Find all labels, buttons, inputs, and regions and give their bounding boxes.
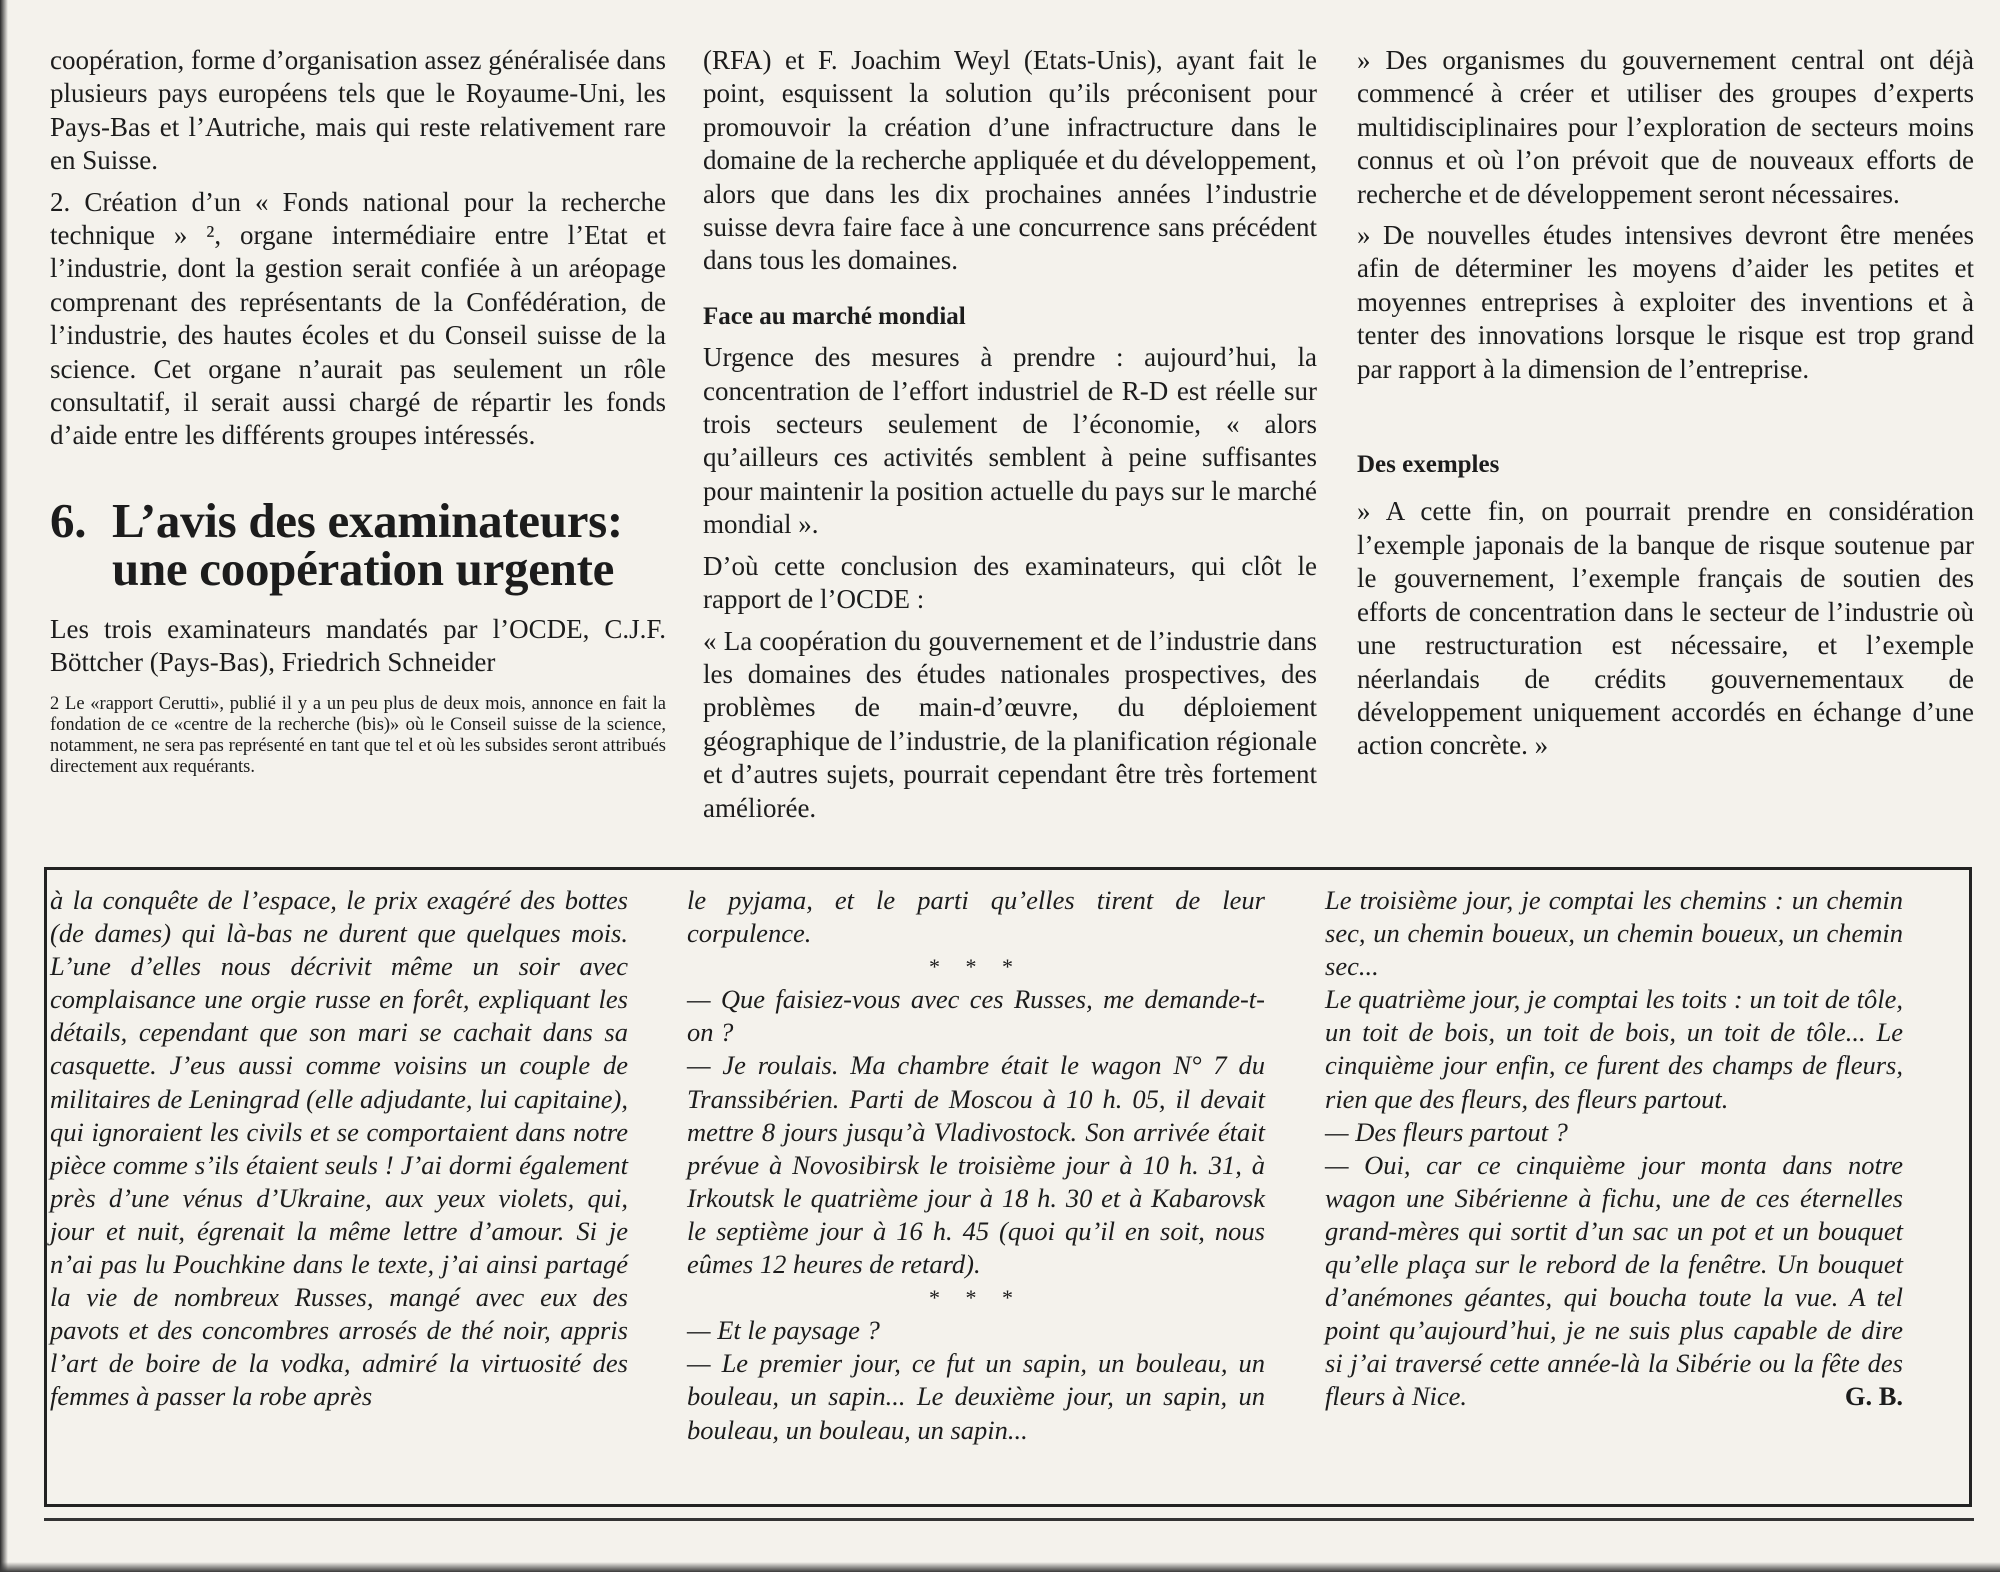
paragraph: Le quatrième jour, je comptai les toits : un toit de tôle, un toit de bois, un toit de bois, un toit de tôle... Le cinquième jour enfin, ce furent des champs de fleurs, rien que des fleurs, des fleurs partout. xyxy=(1325,984,1903,1114)
boxed-column-2 xyxy=(687,884,1265,1447)
paragraph: (RFA) et F. Joachim Weyl (Etats-Unis), ayant fait le point, esquissent la solution qu’ils préconisent pour promouvoir la création d’une infractructure dans le domaine de la recherche appliquée et du développement, alors que dans les dix prochaines années l’industrie suisse devra faire face à une concurrence sans précédent dans tous les domaines. xyxy=(703,45,1317,276)
author-signature: G. B. xyxy=(1844,1381,1903,1412)
paragraph: » Des organismes du gouvernement central ont déjà commencé à créer et utiliser des groupes d’experts multidisciplinaires pour l’exploration de secteurs moins connus et où l’on prévoit que de nouveaux efforts de recherche et de développement seront nécessaires. xyxy=(1357,45,1974,209)
section-title-line-2: une coopération urgente xyxy=(112,540,615,596)
paragraph-text: — Oui, car ce cinquième jour monta dans notre wagon une Sibérienne à fichu, une de ces éternelles grand-mères qui sortit d’un sac un pot et un bouquet qu’elle plaça sur le rebord de la fenêtre. Un bouquet d’anémones géantes, qui boucha toute la vue. A tel point qu’aujourd’hui, je ne suis plus capable de dire si j’ai traversé cette année-là la Sibérie ou la fête des fleurs à Nice. xyxy=(1325,1149,1903,1412)
footnote: 2 Le «rapport Cerutti», publié il y a un peu plus de deux mois, annonce en fait la fondation de ce «centre de la recherche (bis)» où le Conseil suisse de la science, notamment, ne sera pas représenté en tant que tel et où les subsides seront attribués directement aux requérants. xyxy=(50,693,666,777)
paragraph: — Que faisiez-vous avec ces Russes, me demande-t-on ? xyxy=(687,984,1265,1048)
subheading: Des exemples xyxy=(1357,451,1500,479)
paragraph: Les trois examinateurs mandatés par l’OCDE, C.J.F. Böttcher (Pays-Bas), Friedrich Schneider xyxy=(50,613,666,678)
section-heading xyxy=(50,492,666,596)
paragraph xyxy=(1325,1149,1903,1414)
scan-bottom-shadow xyxy=(0,1562,2000,1572)
paragraph: « La coopération du gouvernement et de l’industrie dans les domaines des études nationales prospectives, des problèmes de main-d’œuvre, du déploiement géographique de l’industrie, de la planification régionale et d’autres sujets, pourrait cependant être très fortement améliorée. xyxy=(703,625,1317,823)
subheading: Face au marché mondial xyxy=(703,302,966,330)
article-column-2 xyxy=(703,44,1317,833)
article-column-1 xyxy=(50,44,666,778)
scan-edge-shadow xyxy=(0,0,8,1572)
paragraph: — Des fleurs partout ? xyxy=(1325,1116,1568,1147)
paragraph: — Et le paysage ? xyxy=(687,1315,880,1346)
paragraph: D’où cette conclusion des examinateurs, qui clôt le rapport de l’OCDE : xyxy=(703,550,1317,615)
paragraph: — Le premier jour, ce fut un sapin, un bouleau, un bouleau, un sapin... Le deuxième jour, un sapin, un bouleau, un bouleau, un sapin... xyxy=(687,1348,1265,1445)
paragraph: Urgence des mesures à prendre : aujourd’hui, la concentration de l’effort industriel de R-D est réelle sur trois secteurs seulement de l’économie, « alors qu’ailleurs ces activités semblent à peine suffisantes pour maintenir la position actuelle du pays sur le marché mondial ». xyxy=(703,342,1317,540)
paragraph: » De nouvelles études intensives devront être menées afin de déterminer les moyens d’aider les petites et moyennes entreprises à exploiter des inventions et à tenter des innovations lorsque le risque est trop grand par rapport à la dimension de l’entreprise. xyxy=(1357,220,1974,384)
bottom-rule xyxy=(44,1518,1974,1521)
paragraph: Le troisième jour, je comptai les chemins : un chemin sec, un chemin boueux, un chemin boueux, un chemin sec... xyxy=(1325,885,1903,982)
section-number: 6. xyxy=(50,492,87,548)
paragraph: à la conquête de l’espace, le prix exagéré des bottes (de dames) qui là-bas ne durent que quelques mois. L’une d’elles nous décrivit même un soir avec complaisance une orgie russe en forêt, expliquant les détails, cependant que son mari se cachait dans sa casquette. J’eus aussi comme voisins un couple de militaires de Leningrad (elle adjudante, lui capitaine), qui ignoraient les civils et se comportaient dans notre pièce comme s’ils étaient seuls ! J’ai dormi également près d’une vénus d’Ukraine, aux yeux violets, qui, jour et nuit, égrenait la même lettre d’amour. Si je n’ai pas lu Pouchkine dans le texte, j’ai ainsi partagé la vie de nombreux Russes, mangé avec eux des pavots et des concombres arrosés de thé noir, appris l’art de boire de la vodka, admiré la virtuosité des femmes à passer la robe après xyxy=(50,885,628,1412)
paragraph: 2. Création d’un « Fonds national pour la recherche technique » ², organe intermédiaire entre l’Etat et l’industrie, dont la gestion serait confiée à un aréopage comprenant des représentants de la Confédération, de l’industrie, des hautes écoles et du Conseil suisse de la science. Cet organe n’aurait pas seulement un rôle consultatif, il serait aussi chargé de répartir les fonds d’aide entre les différents groupes intéressés. xyxy=(50,186,666,451)
section-divider-stars: * * * xyxy=(929,1285,1023,1311)
article-column-3 xyxy=(1357,44,1974,771)
boxed-column-1 xyxy=(50,884,628,1414)
paragraph: » A cette fin, on pourrait prendre en considération l’exemple japonais de la banque de risque soutenue par le gouvernement, l’exemple français de soutien des efforts de concentration dans le secteur de l’industrie où une restructuration est nécessaire, et l’exemple néerlandais de crédits gouvernementaux de développement uniquement accordés en échange d’une action concrète. » xyxy=(1357,496,1974,761)
paragraph: coopération, forme d’organisation assez généralisée dans plusieurs pays européens tels que le Royaume-Uni, les Pays-Bas et l’Autriche, mais qui reste relativement rare en Suisse. xyxy=(50,45,666,176)
paragraph: — Je roulais. Ma chambre était le wagon N° 7 du Transsibérien. Parti de Moscou à 10 h. 05, il devait mettre 8 jours jusqu’à Vladivostock. Son arrivée était prévue à Novosibirsk le troisième jour à 10 h. 31, à Irkoutsk le quatrième jour à 18 h. 30 et à Kabarovsk le septième jour à 16 h. 45 (quoi qu’il en soit, nous eûmes 12 heures de retard). xyxy=(687,1050,1265,1280)
boxed-column-3 xyxy=(1325,884,1903,1414)
section-title-line-1: L’avis des examinateurs: xyxy=(112,492,623,548)
paragraph: le pyjama, et le parti qu’elles tirent de leur corpulence. xyxy=(687,885,1265,949)
section-divider-stars: * * * xyxy=(929,954,1023,980)
